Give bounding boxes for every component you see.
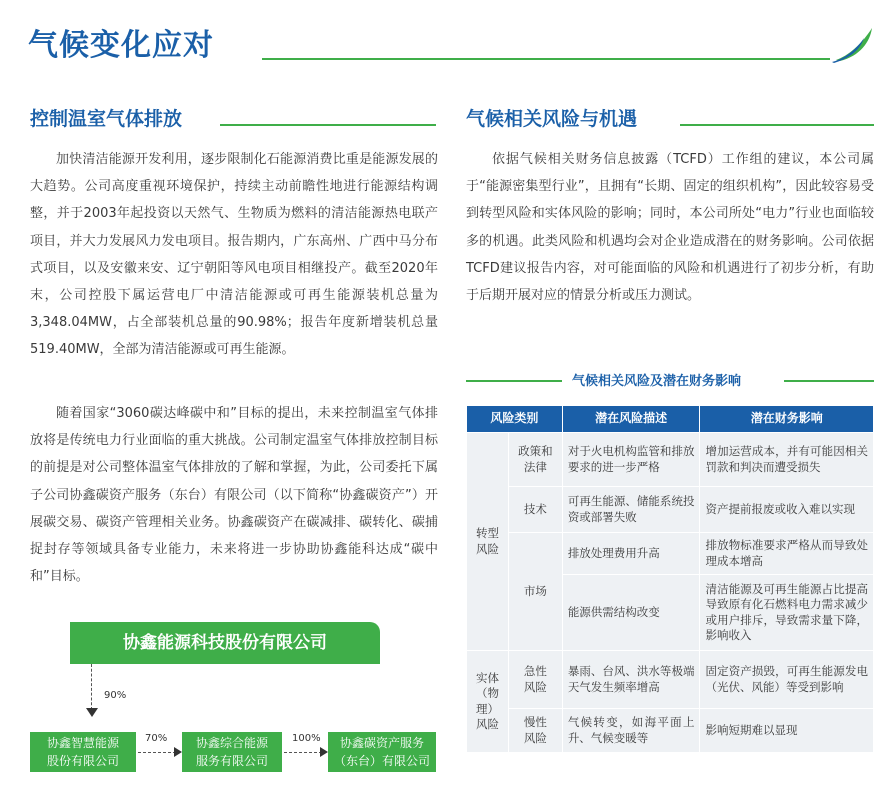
arrow-down-icon <box>86 708 98 717</box>
category-physical: 实体 （物理） 风险 <box>467 651 509 753</box>
title-divider <box>262 58 830 60</box>
table-row <box>467 533 874 575</box>
header-financial-impact: 潜在财务影响 <box>700 406 874 433</box>
section-title-climate-risk: 气候相关风险与机遇 <box>466 108 638 130</box>
financial-impact-cell: 影响短期难以显现 <box>700 709 874 753</box>
org-child-box <box>182 732 282 772</box>
arrow-right-icon <box>320 747 328 757</box>
ownership-percent: 100% <box>292 733 321 744</box>
caption-divider <box>784 380 874 382</box>
table-title: 气候相关风险及潜在财务影响 <box>572 374 742 389</box>
financial-impact-cell: 清洁能源及可再生能源占比提高导致原有化石燃料电力需求减少或用户排斥，导致需求量下降，影响收入 <box>700 575 874 651</box>
header-risk-description: 潜在风险描述 <box>562 406 700 433</box>
org-child-line: （东台）有限公司 <box>333 754 430 768</box>
org-child-box <box>30 732 136 772</box>
financial-impact-cell: 资产提前报废或收入难以实现 <box>700 487 874 533</box>
subcategory-cell: 急性 风险 <box>508 651 562 709</box>
paragraph: 依据气候相关财务信息披露（TCFD）工作组的建议，本公司属于“能源密集型行业”，且拥有“长期、固定的组织机构”，因此较容易受到转型风险和实体风险的影响；同时，本公司所处“电力”行业也面临较多的机遇。此类风险和机遇均会对企业造成潜在的财务影响。公司依据TCFD建议报告内容，对可能面临的风险和机遇进行了初步分析，有助于后期开展对应的情景分析或压力测试。 <box>466 152 874 304</box>
section-title-emissions: 控制温室气体排放 <box>30 108 183 130</box>
paragraph: 随着国家“3060碳达峰碳中和”目标的提出，未来控制温室气体排放将是传统电力行业面临的重大挑战。公司制定温室气体排放控制目标的前提是对公司整体温室气体排放的了解和掌握，为此，公司委托下属子公司协鑫碳资产服务（东台）有限公司（以下简称“协鑫碳资产”）开展碳交易、碳资产管理相关业务。协鑫碳资产在碳减排、碳转化、碳捕捉封存等领域具备专业能力，未来将进一步协助协鑫能科达成“碳中和”目标。 <box>30 406 438 585</box>
subcategory-cell: 技术 <box>508 487 562 533</box>
table-header-row <box>467 406 874 433</box>
risk-description-cell: 排放处理费用升高 <box>562 533 700 575</box>
page-title: 气候变化应对 <box>28 28 214 63</box>
header-risk-category: 风险类别 <box>467 406 563 433</box>
table-row <box>467 651 874 709</box>
arrow-right-icon <box>174 747 182 757</box>
risk-description-cell: 能源供需结构改变 <box>562 575 700 651</box>
table-row <box>467 709 874 753</box>
risk-description-cell: 对于火电机构监管和排放要求的进一步严格 <box>562 433 700 487</box>
subcategory-cell: 市场 <box>508 533 562 651</box>
caption-divider <box>466 380 562 382</box>
org-child-box <box>328 732 436 772</box>
financial-impact-cell: 增加运营成本，并有可能因相关罚款和判决而遭受损失 <box>700 433 874 487</box>
org-child-line: 协鑫智慧能源 <box>46 736 119 750</box>
section-divider <box>680 124 874 126</box>
org-parent-box: 协鑫能源科技股份有限公司 <box>70 622 380 664</box>
section-divider <box>220 124 436 126</box>
category-transition: 转型 风险 <box>467 433 509 651</box>
org-connector <box>284 752 322 753</box>
org-child-line: 股份有限公司 <box>46 754 119 768</box>
financial-impact-cell: 排放物标准要求严格从而导致处理成本增高 <box>700 533 874 575</box>
risk-description-cell: 气候转变，如海平面上升、气候变暖等 <box>562 709 700 753</box>
financial-impact-cell: 固定资产损毁，可再生能源发电（光伏、风能）等受到影响 <box>700 651 874 709</box>
paragraph: 加快清洁能源开发利用，逐步限制化石能源消费比重是能源发展的大趋势。公司高度重视环境保护，持续主动前瞻性地进行能源结构调整，并于2003年起投资以天然气、生物质为燃料的清洁能源热电联产项目，并大力发展风力发电项目。报告期内，广东高州、广西中马分布式项目，以及安徽来安、辽宁朝阳等风电项目相继投产。截至2020年末，公司控股下属运营电厂中清洁能源或可再生能源装机总量为3,348.04MW，占全部装机总量的90.98%；报告年度新增装机总量519.40MW，全部为清洁能源或可再生能源。 <box>30 152 438 358</box>
table-row <box>467 487 874 533</box>
org-connector <box>138 752 176 753</box>
subcategory-cell: 慢性 风险 <box>508 709 562 753</box>
risk-description-cell: 暴雨、台风、洪水等极端天气发生频率增高 <box>562 651 700 709</box>
risk-table <box>466 405 874 753</box>
org-child-line: 服务有限公司 <box>195 754 268 768</box>
leaf-icon <box>830 26 876 64</box>
org-child-line: 协鑫碳资产服务 <box>339 736 424 750</box>
table-row <box>467 433 874 487</box>
ownership-percent: 90% <box>104 690 127 701</box>
ownership-percent: 70% <box>145 733 168 744</box>
subcategory-cell: 政策和 法律 <box>508 433 562 487</box>
org-child-line: 协鑫综合能源 <box>195 736 268 750</box>
org-connector <box>91 664 92 710</box>
risk-description-cell: 可再生能源、储能系统投资或部署失败 <box>562 487 700 533</box>
